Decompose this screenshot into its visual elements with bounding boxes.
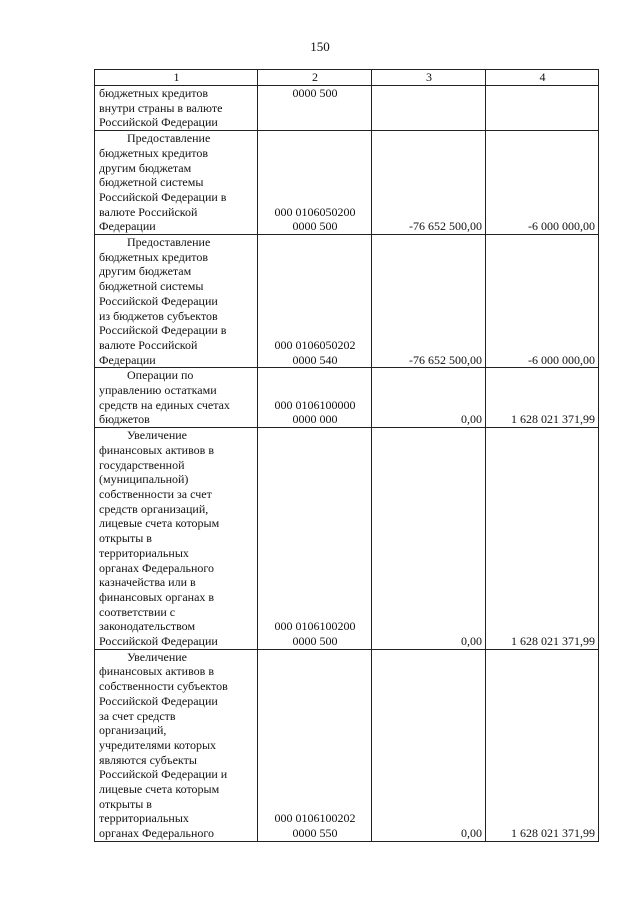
item-name-line: Российской Федерации в bbox=[99, 323, 227, 338]
item-name-line: лицевые счета которым bbox=[99, 782, 220, 797]
budget-sources-table bbox=[94, 69, 599, 842]
amount-column-4-cell: -6 000 000,00 bbox=[486, 131, 599, 235]
item-name-line: валюте Российской bbox=[99, 204, 198, 219]
item-name-line: Операции по bbox=[127, 368, 194, 383]
item-name-line: государственной bbox=[99, 457, 185, 472]
item-name-line: валюте Российской bbox=[99, 337, 198, 352]
item-name-line: организаций, bbox=[99, 723, 167, 738]
item-name-line: законодательством bbox=[99, 619, 196, 634]
item-name-line: финансовых активов в bbox=[99, 442, 215, 457]
item-name-line: бюджетной системы bbox=[99, 175, 204, 190]
budget-code-cell bbox=[258, 235, 372, 368]
amount-column-3-cell bbox=[372, 86, 486, 131]
amount-column-3-cell: -76 652 500,00 bbox=[372, 131, 486, 235]
table-body bbox=[95, 86, 599, 842]
item-name-line: территориальных bbox=[99, 811, 189, 826]
item-name-line: Федерации bbox=[99, 352, 156, 367]
item-name-cell bbox=[95, 131, 258, 235]
item-name-line: бюджетных кредитов bbox=[99, 86, 209, 100]
amount-column-4-cell: 1 628 021 371,99 bbox=[486, 368, 599, 428]
item-name-line: средств организаций, bbox=[99, 501, 209, 516]
item-name-line: Российской Федерации bbox=[99, 293, 218, 308]
item-name-line: учредителями которых bbox=[99, 737, 217, 752]
item-name-line: органах Федерального bbox=[99, 826, 215, 841]
item-name-line: управлению остатками bbox=[99, 383, 217, 398]
item-name-line: бюджетов bbox=[99, 412, 150, 427]
budget-code-line: 0000 500 bbox=[292, 219, 338, 234]
item-name-cell bbox=[95, 235, 258, 368]
item-name-cell bbox=[95, 368, 258, 428]
item-name-line: лицевые счета которым bbox=[99, 516, 220, 531]
item-name-line: Увеличение bbox=[127, 428, 188, 443]
item-name-line: другим бюджетам bbox=[99, 160, 192, 175]
item-name-line: финансовых активов в bbox=[99, 664, 215, 679]
page-number: 150 bbox=[310, 39, 330, 54]
item-name-line: органах Федерального bbox=[99, 560, 215, 575]
budget-code-line: 0000 000 bbox=[292, 412, 338, 427]
amount-column-3-cell: 0,00 bbox=[372, 368, 486, 428]
item-name-line: за счет средств bbox=[99, 708, 176, 723]
table-row bbox=[95, 235, 599, 368]
item-name-line: собственности субъектов bbox=[99, 679, 228, 694]
item-name-line: бюджетных кредитов bbox=[99, 249, 209, 264]
item-name-line: финансовых органах в bbox=[99, 589, 215, 604]
amount-column-3-cell: 0,00 bbox=[372, 428, 486, 650]
item-name-line: территориальных bbox=[99, 545, 189, 560]
column-header-1: 1 bbox=[95, 70, 258, 86]
budget-code-cell bbox=[258, 368, 372, 428]
budget-code-line: 000 0106100000 bbox=[274, 397, 356, 412]
item-name-line: Российской Федерации bbox=[99, 693, 218, 708]
budget-code-cell bbox=[258, 428, 372, 650]
item-name-line: являются субъекты bbox=[99, 752, 197, 767]
budget-code-line: 000 0106050202 bbox=[274, 337, 356, 352]
item-name-line: Предоставление bbox=[127, 235, 211, 250]
column-header-4: 4 bbox=[486, 70, 599, 86]
budget-code-line: 000 0106050200 bbox=[274, 204, 356, 219]
item-name-line: Федерации bbox=[99, 219, 156, 234]
item-name-line: (муниципальной) bbox=[99, 472, 189, 487]
amount-column-4-cell: 1 628 021 371,99 bbox=[486, 649, 599, 841]
table-row bbox=[95, 86, 599, 131]
amount-column-4-cell: -6 000 000,00 bbox=[486, 235, 599, 368]
item-name-line: средств на единых счетах bbox=[99, 397, 230, 412]
item-name-cell bbox=[95, 428, 258, 650]
item-name-line: Российской Федерации и bbox=[99, 767, 228, 782]
item-name-line: другим бюджетам bbox=[99, 264, 192, 279]
budget-code-cell bbox=[258, 86, 372, 131]
amount-column-4-cell: 1 628 021 371,99 bbox=[486, 428, 599, 650]
amount-column-4-cell bbox=[486, 86, 599, 131]
column-header-2: 2 bbox=[258, 70, 372, 86]
table-row bbox=[95, 131, 599, 235]
item-name-line: Российской Федерации bbox=[99, 115, 218, 130]
budget-code-cell bbox=[258, 649, 372, 841]
amount-column-3-cell: -76 652 500,00 bbox=[372, 235, 486, 368]
column-header-3: 3 bbox=[372, 70, 486, 86]
budget-code-line: 000 0106100202 bbox=[274, 811, 356, 826]
budget-code-line: 0000 500 bbox=[292, 634, 338, 649]
table-row bbox=[95, 428, 599, 650]
table-row bbox=[95, 368, 599, 428]
item-name-line: Российской Федерации bbox=[99, 634, 218, 649]
budget-code-line: 000 0106100200 bbox=[274, 619, 356, 634]
item-name-line: бюджетной системы bbox=[99, 279, 204, 294]
item-name-line: Предоставление bbox=[127, 131, 211, 146]
amount-column-3-cell: 0,00 bbox=[372, 649, 486, 841]
table-header-row bbox=[95, 70, 599, 86]
item-name-line: открыты в bbox=[99, 531, 152, 546]
item-name-line: бюджетных кредитов bbox=[99, 145, 209, 160]
budget-code-line: 0000 540 bbox=[292, 352, 338, 367]
budget-code-line: 0000 500 bbox=[292, 86, 338, 100]
item-name-line: Российской Федерации в bbox=[99, 189, 227, 204]
item-name-cell bbox=[95, 649, 258, 841]
budget-code-cell bbox=[258, 131, 372, 235]
item-name-line: соответствии с bbox=[99, 604, 176, 619]
item-name-line: из бюджетов субъектов bbox=[99, 308, 218, 323]
item-name-line: внутри страны в валюте bbox=[99, 100, 223, 115]
item-name-line: казначейства или в bbox=[99, 575, 196, 590]
item-name-cell bbox=[95, 86, 258, 131]
item-name-line: открыты в bbox=[99, 796, 152, 811]
item-name-line: Увеличение bbox=[127, 649, 188, 664]
budget-code-line: 0000 550 bbox=[292, 826, 338, 841]
item-name-line: собственности за счет bbox=[99, 486, 212, 501]
table-row bbox=[95, 649, 599, 841]
